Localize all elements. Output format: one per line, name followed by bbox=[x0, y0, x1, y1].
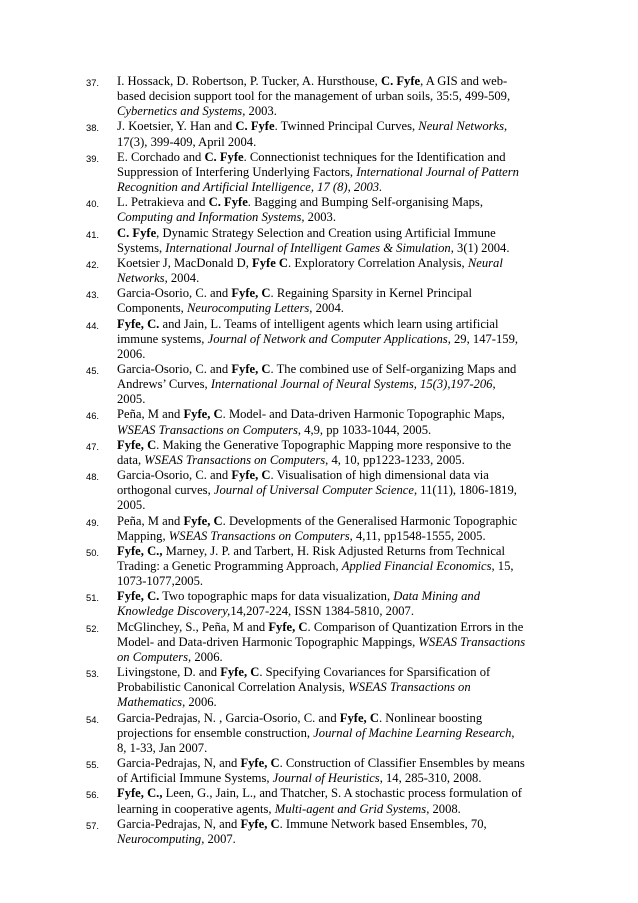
author-highlight: C. Fyfe bbox=[117, 225, 157, 240]
venue-title: WSEAS Transactions on Computers bbox=[117, 634, 526, 664]
venue-title: WSEAS Transactions on Computers bbox=[144, 452, 326, 467]
author-highlight: Fyfe, C., bbox=[117, 786, 163, 801]
reference-number: 41. bbox=[86, 228, 100, 240]
reference-text-segment: . Exploratory Correlation Analysis, bbox=[288, 255, 468, 270]
author-highlight: Fyfe, C bbox=[268, 619, 308, 634]
reference-text-segment: and Jain, L. Teams of intelligent agents which learn using artificial immune systems, bbox=[117, 316, 499, 346]
reference-text bbox=[117, 438, 526, 468]
reference-item bbox=[86, 817, 526, 847]
author-highlight: Fyfe, C bbox=[231, 361, 271, 376]
reference-number: 49. bbox=[86, 516, 100, 528]
reference-text-segment: Two topographic maps for data visualization, bbox=[159, 589, 394, 604]
reference-item bbox=[86, 407, 526, 437]
reference-number: 43. bbox=[86, 289, 100, 301]
reference-text-segment: . Developments of the Generalised Harmonic Topographic Mapping, bbox=[117, 513, 518, 543]
reference-text bbox=[117, 119, 526, 149]
reference-number: 44. bbox=[86, 319, 100, 331]
reference-list bbox=[86, 74, 526, 847]
venue-title: Journal of Heuristics bbox=[272, 771, 380, 786]
reference-item bbox=[86, 468, 526, 513]
venue-title: Journal of Network and Computer Applications bbox=[207, 331, 448, 346]
reference-number: 37. bbox=[86, 77, 100, 88]
author-highlight: Fyfe, C., bbox=[117, 543, 163, 558]
reference-text-segment: . Construction of Classifier Ensembles by means of Artificial Immune Systems, bbox=[117, 756, 525, 786]
reference-item bbox=[86, 286, 526, 316]
author-highlight: C. Fyfe bbox=[204, 149, 244, 164]
reference-text-segment: . Nonlinear boosting projections for ensemble construction, bbox=[117, 710, 483, 740]
reference-item bbox=[86, 514, 526, 544]
reference-text-segment: . Twinned Principal Curves, bbox=[274, 119, 419, 134]
reference-text-segment: . The combined use of Self-organizing Maps and Andrews’ Curves, bbox=[117, 361, 517, 392]
reference-text-segment: , 14, 285-310, 2008. bbox=[379, 771, 482, 786]
venue-title: Multi-agent and Grid Systems bbox=[274, 801, 427, 816]
reference-item bbox=[86, 226, 526, 256]
reference-text bbox=[117, 756, 526, 786]
reference-text-segment: , 15, 1073-1077,2005. bbox=[117, 559, 514, 589]
reference-text-segment: Livingstone, D. and bbox=[117, 665, 221, 680]
reference-text-segment: Koetsier J, MacDonald D, bbox=[117, 255, 253, 270]
reference-number: 51. bbox=[86, 592, 100, 604]
reference-text-segment: , 29, 147-159, 2006. bbox=[117, 331, 519, 361]
author-highlight: C. Fyfe bbox=[208, 195, 248, 210]
reference-text-segment: . Bagging and Bumping Self-organising Maps, bbox=[247, 195, 483, 210]
reference-text-segment: L. Petrakieva and bbox=[117, 195, 209, 210]
venue-title: International Journal of Intelligent Games & Simulation bbox=[165, 240, 451, 255]
reference-text-segment: 2005. bbox=[117, 392, 146, 407]
reference-text bbox=[117, 407, 526, 437]
reference-text-segment: I. Hossack, D. Robertson, P. Tucker, A. Hursthouse, bbox=[117, 74, 381, 88]
reference-text-segment: . Regaining Sparsity in Kernel Principal Components, bbox=[117, 286, 472, 316]
venue-title: Applied Financial Economics bbox=[341, 559, 492, 573]
venue-title: Cybernetics and Systems, bbox=[117, 104, 246, 119]
reference-text-segment: Garcia-Osorio, C. and bbox=[117, 361, 232, 376]
reference-text-segment: , 2008. bbox=[426, 801, 461, 816]
author-highlight: C. Fyfe bbox=[380, 74, 421, 88]
reference-number: 40. bbox=[86, 198, 100, 210]
reference-item bbox=[86, 438, 526, 468]
reference-number: 52. bbox=[86, 622, 100, 634]
venue-title: Neurocomputing Letters, bbox=[186, 301, 313, 316]
reference-text-segment: . Model- and Data-driven Harmonic Topographic Maps, bbox=[222, 407, 505, 422]
author-highlight: Fyfe, C bbox=[183, 407, 223, 422]
reference-text bbox=[117, 817, 526, 847]
reference-text-segment: . Making the Generative Topographic Mapping more responsive to the data, bbox=[117, 437, 512, 467]
reference-item bbox=[86, 620, 526, 665]
venue-title: Neural Networks, bbox=[418, 119, 508, 134]
reference-text-segment: Garcia-Pedrajas, N, and bbox=[117, 816, 241, 831]
reference-text-segment: , 4, 10, pp1223-1233, 2005. bbox=[325, 452, 465, 467]
venue-title: WSEAS Transactions on Mathematics bbox=[117, 680, 471, 710]
reference-text-segment: Marney, J. P. and Tarbert, H. Risk Adjusted Returns from Technical Trading: a Genetic Programming Approach, bbox=[117, 543, 505, 573]
reference-text bbox=[117, 286, 526, 316]
reference-item bbox=[86, 195, 526, 225]
reference-number: 53. bbox=[86, 668, 100, 680]
author-highlight: Fyfe, C bbox=[240, 756, 280, 771]
reference-item bbox=[86, 711, 526, 756]
reference-text bbox=[117, 226, 526, 256]
reference-text-segment: . Immune Network based Ensembles, 70, bbox=[279, 816, 487, 831]
reference-text bbox=[117, 195, 526, 225]
reference-text-segment: 14,207-224, ISSN 1384-5810, 2007. bbox=[230, 604, 414, 619]
reference-number: 50. bbox=[86, 546, 100, 558]
venue-title: Data Mining and Knowledge Discovery, bbox=[117, 589, 481, 619]
reference-text bbox=[117, 620, 526, 665]
author-highlight: Fyfe, C bbox=[117, 437, 157, 452]
reference-text-segment: , Dynamic Strategy Selection and Creation using Artificial Immune Systems, bbox=[117, 225, 496, 255]
reference-number: 45. bbox=[86, 364, 100, 376]
reference-item bbox=[86, 544, 526, 589]
reference-number: 39. bbox=[86, 152, 100, 164]
reference-text-segment: Peña, M and bbox=[117, 513, 184, 528]
reference-text-segment: 4,11, pp1548-1555, 2005. bbox=[352, 528, 486, 543]
venue-title: Journal of Machine Learning Research bbox=[313, 725, 512, 740]
reference-text-segment: . Connectionist techniques for the Identification and Suppression of Interfering Underlying Factors, bbox=[117, 149, 506, 179]
reference-item bbox=[86, 74, 526, 119]
reference-text bbox=[117, 256, 526, 286]
reference-text-segment: , 2007. bbox=[201, 831, 236, 846]
reference-text-segment: . Comparison of Quantization Errors in the Model- and Data-driven Harmonic Topographic Mappings, bbox=[117, 619, 524, 649]
author-highlight: Fyfe, C bbox=[231, 286, 271, 301]
reference-item bbox=[86, 150, 526, 195]
author-highlight: Fyfe, C bbox=[339, 710, 379, 725]
reference-text bbox=[117, 589, 526, 619]
reference-text bbox=[117, 74, 526, 119]
reference-item bbox=[86, 317, 526, 362]
reference-text-segment: Garcia-Pedrajas, N, and bbox=[117, 756, 241, 771]
reference-item bbox=[86, 362, 526, 407]
reference-text-segment: . Visualisation of high dimensional data via orthogonal curves, bbox=[117, 468, 489, 498]
reference-text bbox=[117, 468, 526, 513]
reference-item bbox=[86, 256, 526, 286]
reference-text-segment: . Specifying Covariances for Sparsification of Probabilistic Canonical Correlation Analysis, bbox=[117, 665, 491, 695]
venue-title: WSEAS Transactions on Computers, bbox=[168, 528, 353, 543]
reference-number: 48. bbox=[86, 471, 100, 483]
venue-title: Computing and Information Systems, bbox=[117, 210, 305, 225]
reference-text-segment: , 11(11), 1806-1819, 2005. bbox=[117, 483, 517, 513]
reference-text-segment: Peña, M and bbox=[117, 407, 184, 422]
reference-text bbox=[117, 150, 526, 195]
venue-title: Journal of Universal Computer Science bbox=[213, 483, 414, 498]
reference-text-segment: 17(3), 399-409, April 2004. bbox=[117, 134, 257, 149]
reference-number: 42. bbox=[86, 258, 100, 270]
reference-text bbox=[117, 665, 526, 710]
reference-text-segment: E. Corchado and bbox=[117, 149, 205, 164]
venue-title: Neural Networks bbox=[117, 255, 503, 286]
reference-text-segment: 2004. bbox=[312, 301, 344, 316]
reference-text-segment: Leen, G., Jain, L., and Thatcher, S. A stochastic process formulation of learning in cooperative agents, bbox=[117, 786, 522, 816]
reference-text bbox=[117, 786, 526, 816]
reference-text-segment: , 3(1) 2004. bbox=[450, 240, 510, 255]
reference-text-segment: J. Koetsier, Y. Han and bbox=[117, 119, 236, 134]
venue-title: International Journal of Pattern Recognition and Artificial Intelligence, 17 (8), 2003. bbox=[117, 164, 519, 195]
author-highlight: Fyfe C bbox=[252, 255, 289, 270]
author-highlight: Fyfe, C bbox=[231, 468, 271, 483]
reference-text bbox=[117, 711, 526, 756]
reference-text bbox=[117, 317, 526, 362]
reference-text-segment: Garcia-Osorio, C. and bbox=[117, 286, 232, 301]
venue-title: WSEAS Transactions on Computers bbox=[117, 422, 298, 437]
reference-number: 57. bbox=[86, 819, 100, 831]
reference-text-segment: Garcia-Osorio, C. and bbox=[117, 468, 232, 483]
author-highlight: C. Fyfe bbox=[235, 119, 275, 134]
reference-text-segment: Garcia-Pedrajas, N. , Garcia-Osorio, C. and bbox=[117, 710, 340, 725]
author-highlight: Fyfe, C. bbox=[117, 589, 160, 604]
reference-text-segment: 2003. bbox=[245, 104, 277, 119]
reference-text-segment: , A GIS and web-based decision support tool for the management of urban soils, 35:5, 499-509, bbox=[117, 74, 511, 104]
reference-text bbox=[117, 362, 526, 407]
reference-number: 38. bbox=[86, 122, 100, 134]
venue-title: Neurocomputing bbox=[117, 831, 202, 846]
reference-text-segment: McGlinchey, S., Peña, M and bbox=[117, 619, 269, 634]
reference-text-segment: , 2004. bbox=[164, 271, 200, 286]
reference-text-segment: , 2006. bbox=[188, 649, 223, 664]
reference-number: 47. bbox=[86, 440, 100, 452]
reference-text-segment: , 2006. bbox=[182, 695, 217, 710]
venue-title: International Journal of Neural Systems, 15(3),197-206, bbox=[210, 377, 496, 392]
reference-number: 56. bbox=[86, 789, 100, 801]
reference-item bbox=[86, 589, 526, 619]
reference-number: 46. bbox=[86, 410, 100, 422]
reference-item bbox=[86, 756, 526, 786]
author-highlight: Fyfe, C bbox=[220, 665, 260, 680]
reference-number: 55. bbox=[86, 759, 100, 771]
author-highlight: Fyfe, C. bbox=[117, 316, 160, 331]
reference-text bbox=[117, 514, 526, 544]
reference-text-segment: 2003. bbox=[304, 210, 336, 225]
author-highlight: Fyfe, C bbox=[240, 816, 280, 831]
author-highlight: Fyfe, C bbox=[183, 513, 223, 528]
reference-text bbox=[117, 544, 526, 589]
reference-item bbox=[86, 786, 526, 816]
reference-item bbox=[86, 119, 526, 149]
reference-text-segment: , 8, 1-33, Jan 2007. bbox=[117, 725, 515, 755]
reference-item bbox=[86, 665, 526, 710]
reference-number: 54. bbox=[86, 713, 100, 725]
reference-text-segment: , 4,9, pp 1033-1044, 2005. bbox=[297, 422, 432, 437]
